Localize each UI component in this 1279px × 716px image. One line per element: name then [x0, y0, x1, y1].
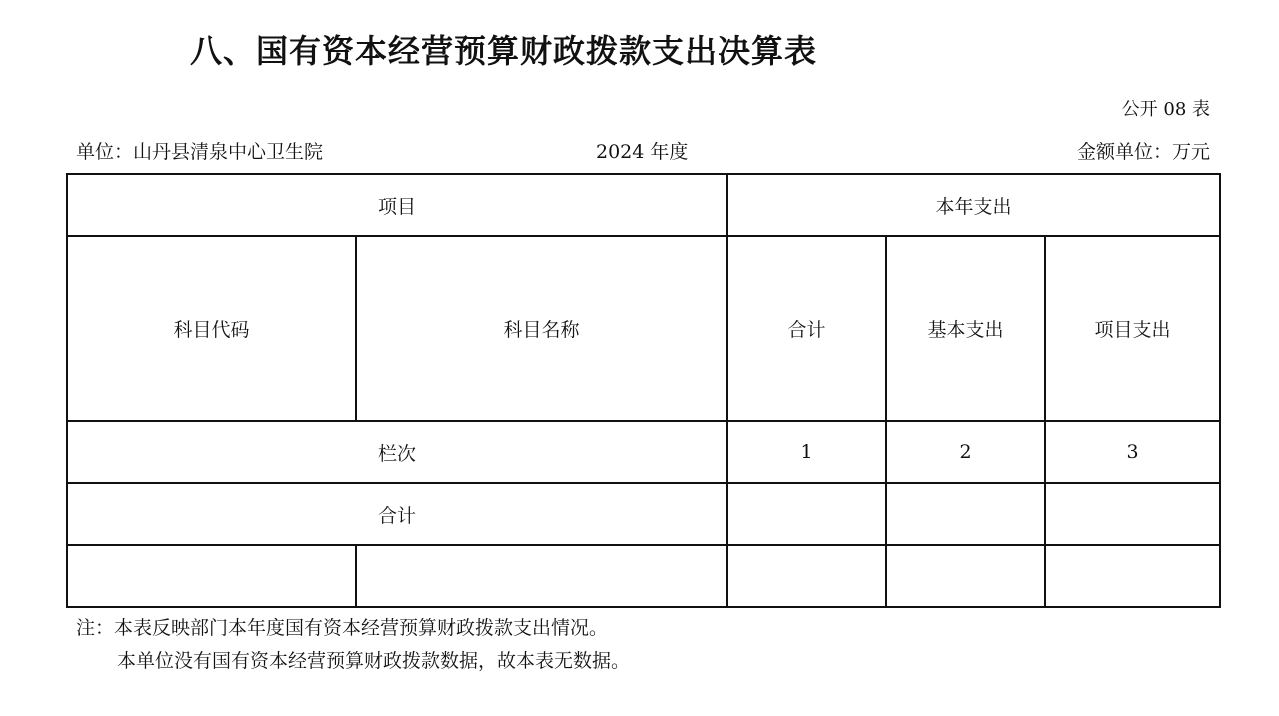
- table-cell: [727, 545, 886, 607]
- column-label: 栏次: [67, 421, 727, 483]
- note-line: 注：本表反映部门本年度国有资本经营预算财政拨款支出情况。: [76, 617, 609, 639]
- total-cell: [727, 483, 886, 545]
- header-subject-name: 科目名称: [356, 236, 727, 421]
- total-label: 合计: [67, 483, 727, 545]
- total-cell: [886, 483, 1045, 545]
- table-row: [67, 545, 1220, 607]
- header-subject-code: 科目代码: [67, 236, 356, 421]
- header-basic-expense: 基本支出: [886, 236, 1045, 421]
- table-header-row: [67, 174, 1220, 236]
- column-number: 2: [886, 421, 1045, 483]
- notes: [76, 612, 630, 678]
- unit-label: 单位：山丹县清泉中心卫生院: [76, 141, 324, 163]
- header-total: 合计: [727, 236, 886, 421]
- column-number: 1: [727, 421, 886, 483]
- table-cell: [1045, 545, 1220, 607]
- total-cell: [1045, 483, 1220, 545]
- table-subheader-row: [67, 236, 1220, 421]
- total-row: [67, 483, 1220, 545]
- note-line: 本单位没有国有资本经营预算财政拨款数据，故本表无数据。: [117, 650, 631, 672]
- column-number-row: [67, 421, 1220, 483]
- header-project-expense: 项目支出: [1045, 236, 1220, 421]
- expense-table: [66, 173, 1221, 608]
- money-unit-label: 金额单位：万元: [1076, 141, 1210, 163]
- table-cell: [67, 545, 356, 607]
- header-project: 项目: [67, 174, 727, 236]
- table-cell: [356, 545, 727, 607]
- header-year-expense: 本年支出: [727, 174, 1220, 236]
- page-title: 八、国有资本经营预算财政拨款支出决算表: [190, 32, 818, 70]
- form-number: 公开 08 表: [1121, 99, 1210, 120]
- fiscal-year: 2024 年度: [596, 141, 689, 163]
- column-number: 3: [1045, 421, 1220, 483]
- table-cell: [886, 545, 1045, 607]
